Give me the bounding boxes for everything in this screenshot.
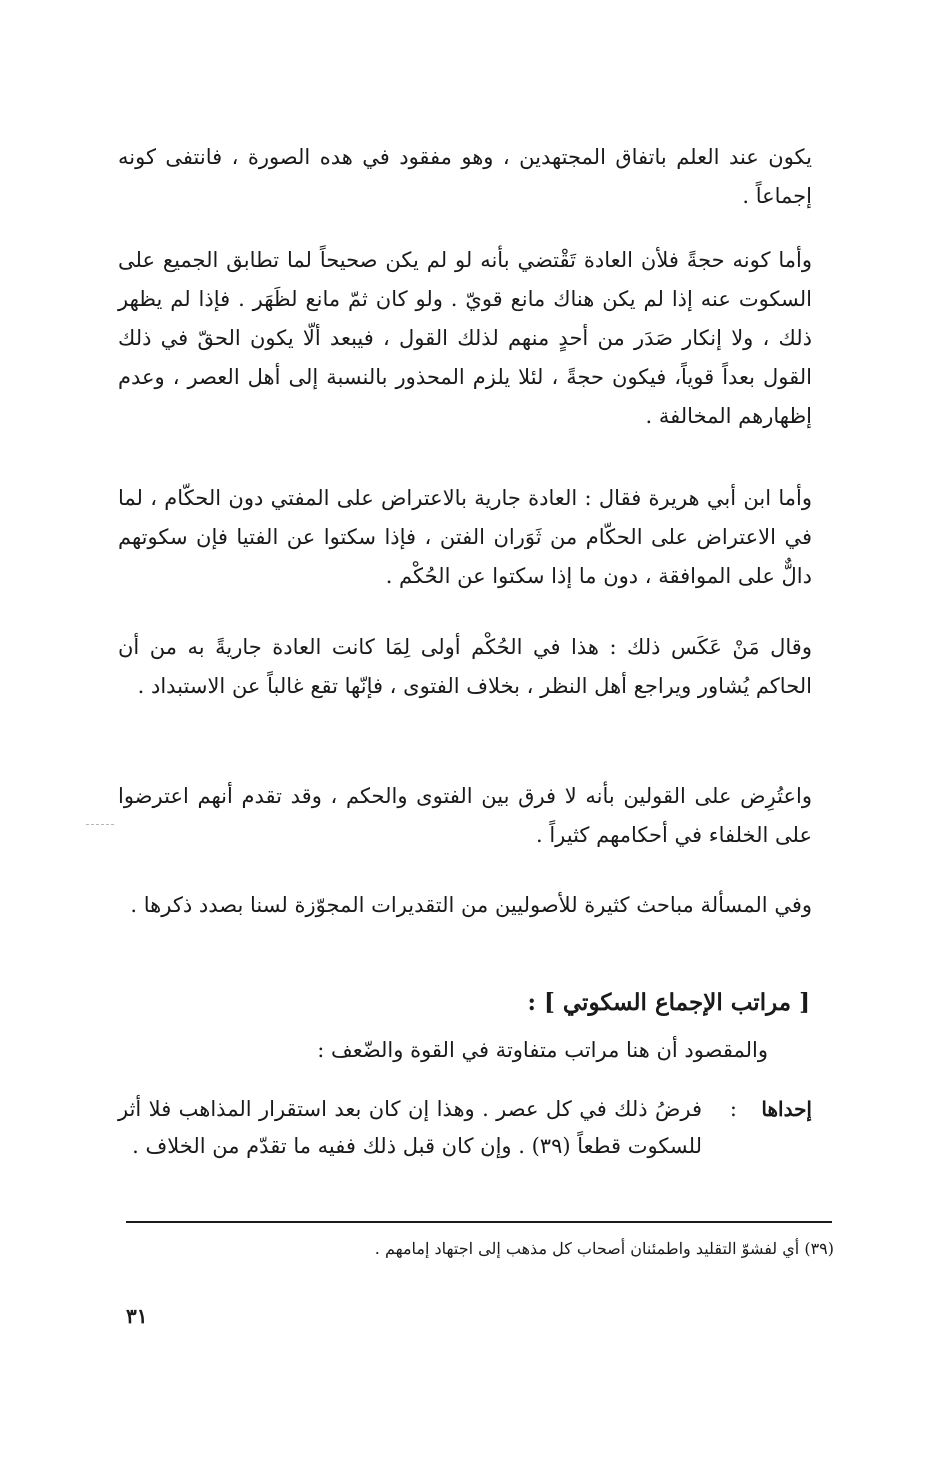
section-heading: [ مراتب الإجماع السكوتي ] : [527, 989, 810, 1016]
rank-item [118, 1091, 812, 1211]
paragraph-5: واعتُرِض على القولين بأنه لا فرق بين الفتوى والحكم ، وقد تقدم أنهم اعترضوا على الخلفاء في أحكامهم كثيراً . [118, 784, 812, 847]
footnote-separator [126, 1221, 832, 1223]
rank-item-colon: : [729, 1097, 737, 1121]
footnote: (٣٩) أي لفشوّ التقليد واطمئنان أصحاب كل مذهب إلى اجتهاد إمامهم . [374, 1239, 834, 1258]
scan-artifact [86, 824, 114, 825]
rank-item-text: فرضُ ذلك في كل عصر . وهذا إن كان بعد استقرار المذاهب فلا أثر للسكوت قطعاً (٣٩) . وإن كان قبل ذلك ففيه ما تقدّم من الخلاف . [118, 1097, 703, 1158]
intro-line: والمقصود أن هنا مراتب متفاوتة في القوة والضّعف : [317, 1038, 768, 1062]
rank-item-label: إحداها [761, 1097, 812, 1121]
paragraph-1: يكون عند العلم باتفاق المجتهدين ، وهو مفقود في هده الصورة ، فانتفى كونه إجماعاً . [118, 145, 812, 208]
paragraph-3: وأما ابن أبي هريرة فقال : العادة جارية بالاعتراض على المفتي دون الحكّام ، لما في الاعتراض على الحكّام من ثَوَران الفتن ، فإذا سكتوا عن الفتيا فإن سكوتهم دالٌّ على الموافقة ، دون ما إذا سكتوا عن الحُكْم . [118, 486, 812, 588]
paragraph-4: وقال مَنْ عَكَس ذلك : هذا في الحُكْم أولى لِمَا كانت العادة جاريةً به من أن الحاكم يُشاور ويراجع أهل النظر ، بخلاف الفتوى ، فإنّها تقع غالباً عن الاستبداد . [118, 635, 812, 698]
paragraph-2: وأما كونه حجةً فلأن العادة تَقْتضي بأنه لو لم يكن صحيحاً لما تطابق الجميع على السكوت عنه إذا لم يكن هناك مانع قويّ . ولو كان ثمّ مانع لظَهَر . فإذا لم يظهر ذلك ، ولا إنكار صَدَر من أحدٍ منهم لذلك القول ، فيبعد ألّا يكون الحقّ في ذلك القول بعداً قوياً، فيكون حجةً ، لئلا يلزم المحذور بالنسبة إلى أهل العصر ، وعدم إظهارهم المخالفة . [118, 248, 812, 428]
page-number: ٣١ [126, 1304, 148, 1328]
paragraph-6: وفي المسألة مباحث كثيرة للأصوليين من التقديرات المجوّزة لسنا بصدد ذكرها . [130, 893, 812, 917]
